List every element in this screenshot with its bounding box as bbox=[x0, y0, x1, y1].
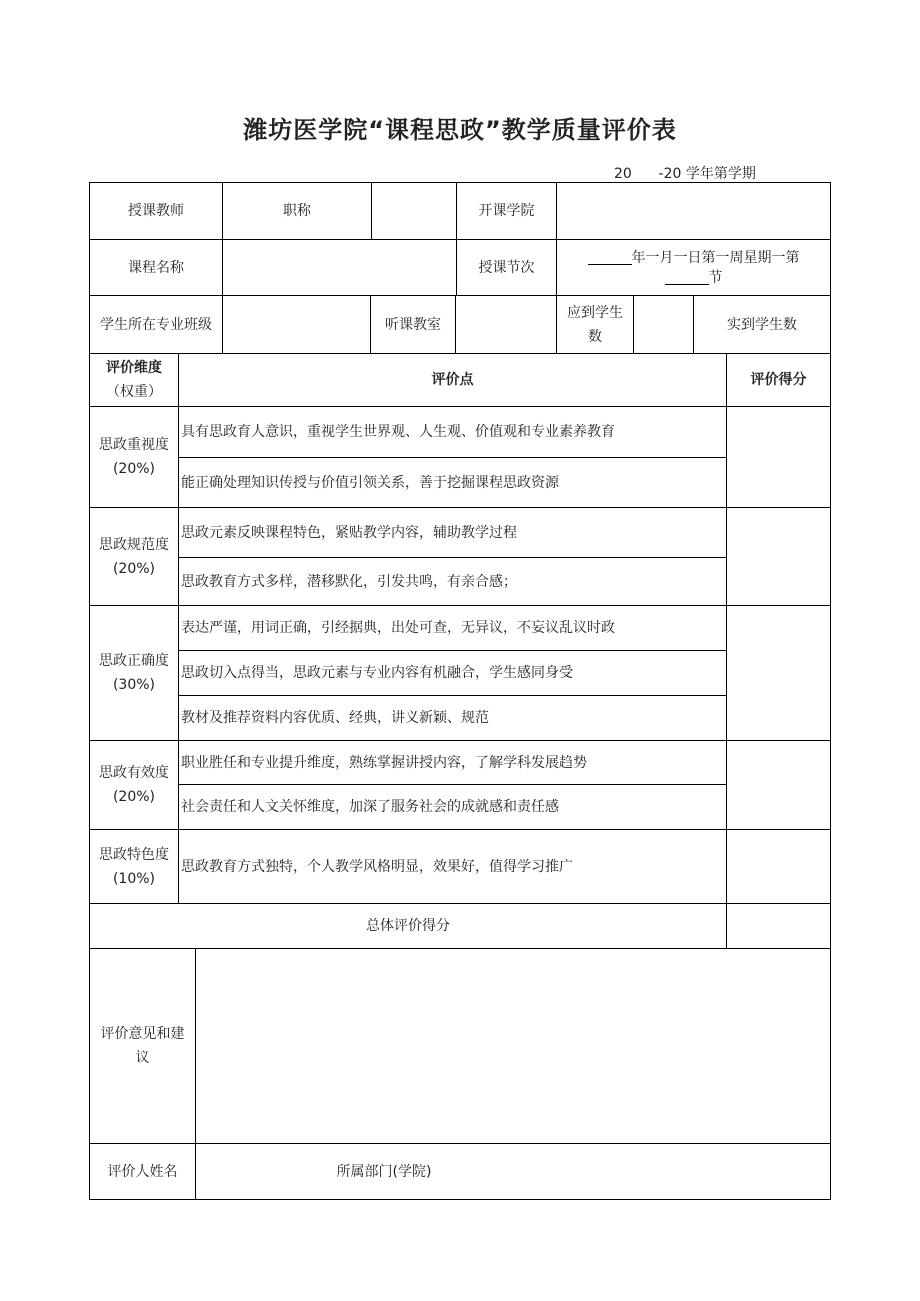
room-input[interactable] bbox=[456, 296, 556, 353]
dimension-4 bbox=[90, 741, 178, 829]
point-4-1: 职业胜任和专业提升维度，熟练掌握讲授内容，了解学科发展趋势 bbox=[181, 754, 587, 771]
total-score-input[interactable] bbox=[727, 904, 830, 948]
dimension-weight: (20%) bbox=[112, 560, 156, 577]
teacher-label: 授课教师 bbox=[128, 203, 184, 219]
room-label: 听课教室 bbox=[385, 316, 441, 333]
dimension-5 bbox=[90, 830, 178, 903]
dimension-header-line1: 评价维度 bbox=[106, 360, 162, 376]
score-input-4[interactable] bbox=[727, 741, 830, 829]
score-header: 评价得分 bbox=[750, 372, 807, 388]
dimension-weight: (20%) bbox=[112, 789, 156, 805]
dimension-name: 思政有效度 bbox=[99, 765, 169, 781]
score-input-2[interactable] bbox=[727, 508, 830, 605]
comments-input[interactable] bbox=[196, 949, 830, 1143]
semester-line: 20 -20 学年第学期 bbox=[614, 166, 756, 182]
department-label: 所属部门(学院) bbox=[336, 1163, 432, 1180]
department-input[interactable] bbox=[452, 1144, 830, 1199]
point-5-1: 思政教育方式独特，个人教学风格明显，效果好，值得学习推广 bbox=[181, 858, 573, 875]
point-1-2: 能正确处理知识传授与价值引领关系，善于挖掘课程思政资源 bbox=[181, 474, 559, 491]
year-blank[interactable] bbox=[588, 250, 632, 265]
point-3-2: 思政切入点得当，思政元素与专业内容有机融合，学生感同身受 bbox=[181, 665, 573, 681]
course-label: 课程名称 bbox=[128, 259, 184, 276]
total-score-label: 总体评价得分 bbox=[366, 918, 450, 934]
dimension-1 bbox=[90, 407, 178, 507]
major-label: 学生所在专业班级 bbox=[100, 316, 212, 333]
point-3-3: 教材及推荐资料内容优质、经典，讲义新颖、规范 bbox=[181, 710, 489, 726]
actual-label: 实到学生数 bbox=[727, 316, 797, 333]
dimension-header-line2: （权重） bbox=[106, 384, 162, 400]
point-4-2: 社会责任和人文关怀维度，加深了服务社会的成就感和责任感 bbox=[181, 799, 559, 815]
expected-label-line1: 应到学生 bbox=[567, 304, 623, 321]
expected-label-line2: 数 bbox=[588, 328, 602, 345]
expected-label bbox=[557, 296, 633, 353]
score-input-5[interactable] bbox=[727, 830, 830, 903]
dimension-weight: (20%) bbox=[112, 461, 156, 477]
form-title: 潍坊医学院“课程思政”教学质量评价表 bbox=[243, 116, 677, 144]
evaluator-input[interactable] bbox=[196, 1144, 316, 1199]
point-2-1: 思政元素反映课程特色，紧贴教学内容，辅助教学过程 bbox=[181, 524, 517, 541]
course-input[interactable] bbox=[223, 240, 456, 295]
title-label: 职称 bbox=[283, 203, 311, 219]
point-3-1: 表达严谨，用词正确，引经据典，出处可查，无异议，不妄议乱议时政 bbox=[181, 620, 615, 636]
session-label: 授课节次 bbox=[478, 259, 535, 276]
dimension-name: 思政特色度 bbox=[99, 846, 169, 863]
dimension-3 bbox=[90, 606, 178, 740]
dimension-header bbox=[90, 354, 178, 406]
score-input-3[interactable] bbox=[727, 606, 830, 740]
dimension-weight: (30%) bbox=[112, 677, 156, 693]
comments-label: 评价意见和建议 bbox=[100, 1026, 185, 1066]
session-line1: 年一月一日第一周星期一第 bbox=[631, 249, 800, 266]
college-label: 开课学院 bbox=[478, 203, 535, 219]
period-blank[interactable] bbox=[665, 270, 709, 285]
expected-input[interactable] bbox=[634, 296, 693, 353]
points-header: 评价点 bbox=[431, 372, 474, 388]
point-2-2: 思政教育方式多样，潜移默化，引发共鸣，有亲合感； bbox=[181, 573, 517, 590]
dimension-name: 思政正确度 bbox=[99, 653, 169, 669]
score-input-1[interactable] bbox=[727, 407, 830, 507]
dimension-name: 思政规范度 bbox=[99, 536, 169, 553]
dimension-weight: (10%) bbox=[112, 870, 156, 887]
session-input[interactable] bbox=[557, 240, 830, 295]
dimension-name: 思政重视度 bbox=[99, 437, 169, 453]
point-1-1: 具有思政育人意识，重视学生世界观、人生观、价值观和专业素养教育 bbox=[181, 424, 615, 440]
major-input[interactable] bbox=[223, 296, 370, 353]
title-input[interactable] bbox=[372, 183, 456, 239]
session-line2: 节 bbox=[708, 269, 723, 286]
college-input[interactable] bbox=[557, 183, 830, 239]
dimension-2 bbox=[90, 508, 178, 605]
evaluator-label: 评价人姓名 bbox=[107, 1163, 178, 1180]
